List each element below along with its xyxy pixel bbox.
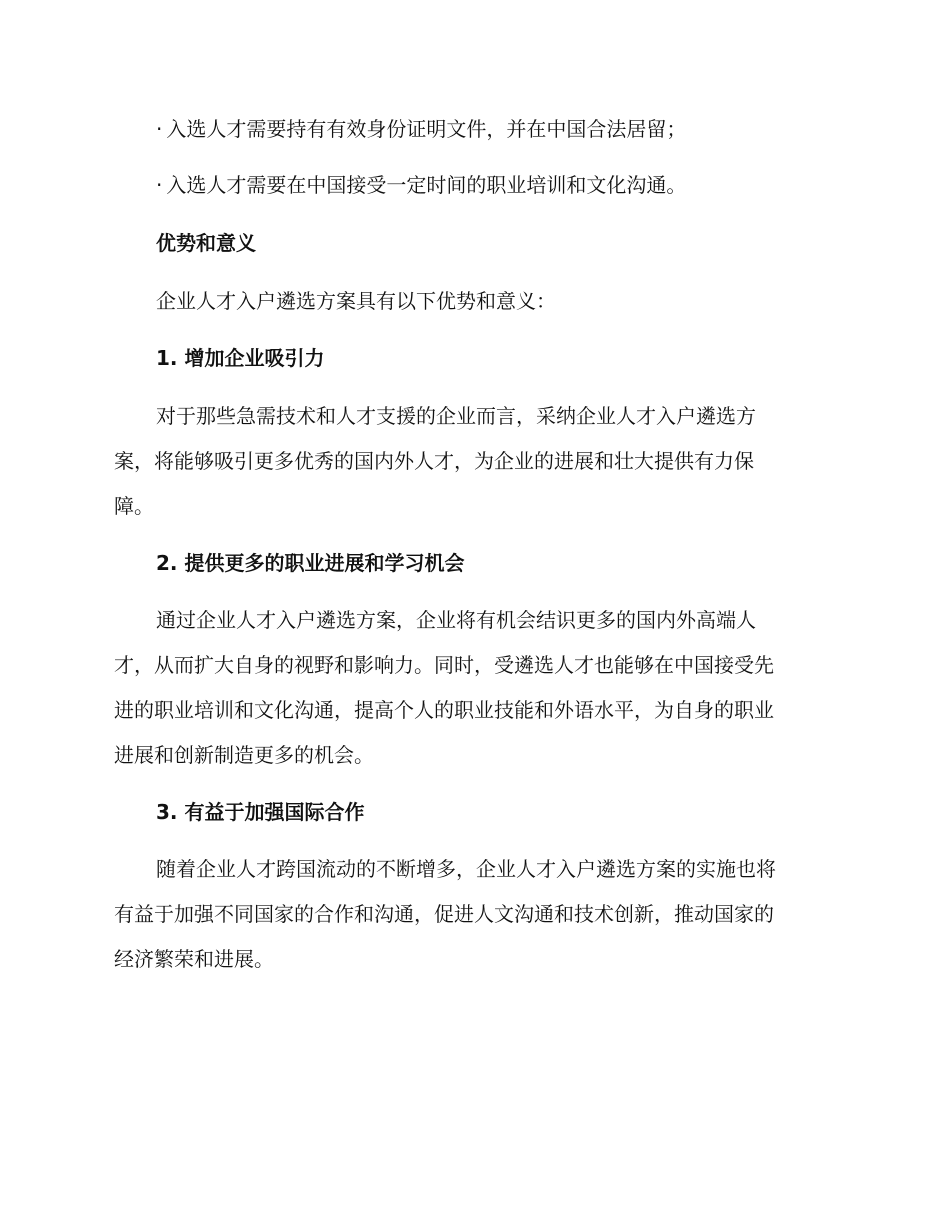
bullet-marker: ·: [156, 173, 163, 197]
bullet-text: 入选人才需要持有有效身份证明文件，并在中国合法居留；: [166, 117, 687, 141]
item-2-line-3: 进的职业培训和文化沟通，提高个人的职业技能和外语水平，为自身的职业: [114, 698, 774, 722]
item-3-line-1: 随着企业人才跨国流动的不断增多，企业人才入户遴选方案的实施也将: [156, 857, 776, 881]
item-1-line-2: 案，将能够吸引更多优秀的国内外人才，为企业的进展和壮大提供有力保: [114, 449, 754, 473]
item-1-line-1: 对于那些急需技术和人才支援的企业而言，采纳企业人才入户遴选方: [156, 404, 756, 428]
bullet-text: 入选人才需要在中国接受一定时间的职业培训和文化沟通。: [166, 173, 687, 197]
item-3-line-3: 经济繁荣和进展。: [114, 947, 274, 971]
intro-paragraph: 企业人才入户遴选方案具有以下优势和意义：: [156, 289, 556, 313]
item-2-line-1: 通过企业人才入户遴选方案，企业将有机会结识更多的国内外高端人: [156, 608, 756, 632]
bullet-item-1: [156, 107, 844, 152]
item-3-line-2: 有益于加强不同国家的合作和沟通，促进人文沟通和技术创新，推动国家的: [114, 902, 774, 926]
item-heading-1: 1. 增加企业吸引力: [156, 346, 325, 370]
section-heading: 优势和意义: [156, 231, 256, 255]
item-2-line-4: 进展和创新制造更多的机会。: [114, 743, 374, 767]
bullet-item-2: [156, 163, 844, 208]
bullet-marker: ·: [156, 117, 163, 141]
item-heading-3: 3. 有益于加强国际合作: [156, 800, 365, 824]
item-heading-2: 2. 提供更多的职业进展和学习机会: [156, 551, 465, 575]
item-2-line-2: 才，从而扩大自身的视野和影响力。同时，受遴选人才也能够在中国接受先: [114, 653, 774, 677]
item-1-line-3: 障。: [114, 494, 154, 518]
